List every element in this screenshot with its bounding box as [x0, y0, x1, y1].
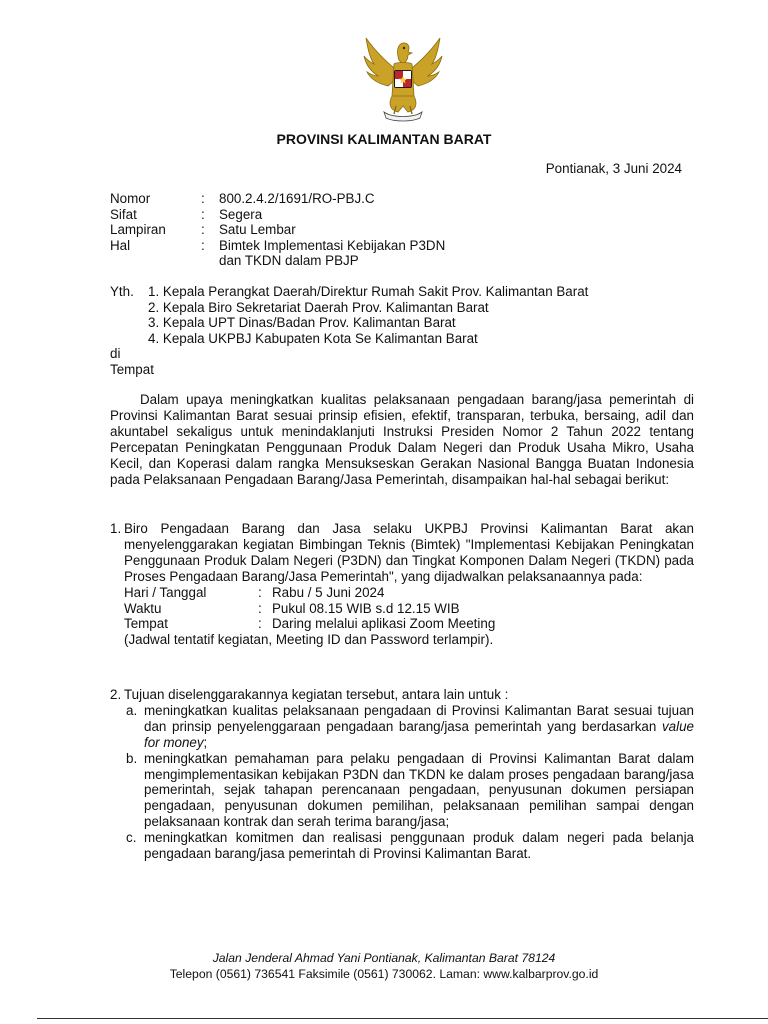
point-number: 1.	[110, 521, 122, 536]
recipient-item: 1. Kepala Perangkat Daerah/Direktur Rumah Sakit Prov. Kalimantan Barat	[148, 284, 589, 299]
schedule-row	[124, 585, 694, 601]
schedule-note: (Jadwal tentatif kegiatan, Meeting ID dan Password terlampir).	[124, 632, 494, 648]
point-1	[110, 521, 694, 648]
recipient-row	[110, 284, 588, 300]
meta-colon: :	[201, 206, 205, 222]
province-title: PROVINSI KALIMANTAN BARAT	[276, 131, 492, 147]
schedule-value: Rabu / 5 Juni 2024	[272, 584, 385, 600]
objective-tail: ;	[203, 734, 208, 750]
recipient-row	[110, 300, 588, 316]
bottom-rule	[37, 1018, 768, 1019]
schedule	[124, 585, 694, 633]
letter-meta	[110, 191, 519, 269]
recipients-label: Yth.	[110, 284, 134, 299]
recipient-di: di	[110, 346, 121, 361]
letter-date: Pontianak, 3 Juni 2024	[545, 161, 682, 176]
letter-footer	[0, 951, 768, 983]
schedule-value: Pukul 08.15 WIB s.d 12.15 WIB	[272, 600, 460, 616]
meta-row-hal	[110, 238, 519, 269]
meta-colon: :	[201, 191, 205, 206]
meta-label: Sifat	[110, 206, 137, 222]
point-2	[110, 687, 694, 862]
schedule-colon: :	[258, 616, 262, 632]
meta-value: Segera	[219, 206, 263, 222]
objective-text: meningkatkan komitmen dan realisasi penggunaan produk dalam negeri pada belanja pengadaan barang/jasa pemerintah di Provinsi Kalimantan Barat.	[144, 830, 694, 862]
meta-value: Bimtek Implementasi Kebijakan P3DN dan TKDN dalam PBJP	[219, 237, 446, 269]
recipients	[110, 284, 588, 347]
point-body	[124, 521, 694, 648]
intro-text: Dalam upaya meningkatkan kualitas pelaksanaan pengadaan barang/jasa pemerintah di Provinsi Kalimantan Barat sesuai prinsip efisien, efektif, transparan, terbuka, bersaing, adil dan akuntabel sekaligus untuk menindaklanjuti Instruksi Presiden Nomor 2 Tahun 2022 tentang Percepatan Peningkatan Penggunaan Produk Dalam Negeri dan Produk Usaha Mikro, Usaha Kecil, dan Koperasi dalam rangka Mensukseskan Gerakan Nasional Bangga Buatan Indonesia pada Pelaksanaan Pengadaan Barang/Jasa Pemerintah, disampaikan hal-hal sebagai berikut:	[110, 392, 694, 487]
meta-row-lampiran	[110, 222, 519, 238]
objective-item	[124, 703, 694, 751]
footer-contact: Telepon (0561) 736541 Faksimile (0561) 730062. Laman: www.kalbarprov.go.id	[169, 966, 599, 981]
meta-label: Hal	[110, 237, 131, 253]
footer-address: Jalan Jenderal Ahmad Yani Pontianak, Kalimantan Barat 78124	[212, 951, 556, 965]
objective-text: meningkatkan pemahaman para pelaku pengadaan di Provinsi Kalimantan Barat dalam mengimplementasikan kebijakan P3DN dan TKDN ke dalam proses pengadaan barang/jasa pemerintah, sejak tahapan perencanaan pengadaan, penyusunan dokumen persiapan pengadaan, penyusunan dokumen pemilihan, pelaksanaan pemilihan sampai dengan pelaksanaan kontrak dan serah terima barang/jasa;	[144, 750, 694, 830]
meta-colon: :	[201, 237, 205, 253]
meta-label: Lampiran	[110, 222, 166, 238]
schedule-label: Waktu	[124, 600, 162, 616]
schedule-colon: :	[258, 600, 262, 616]
recipient-spacer	[110, 315, 148, 331]
recipient-spacer	[110, 300, 148, 316]
objectives-list	[124, 703, 694, 862]
recipient-row	[110, 331, 588, 347]
objective-mark: b.	[126, 750, 138, 766]
meta-label: Nomor	[110, 191, 151, 206]
meta-row-nomor	[110, 191, 519, 207]
recipient-spacer	[110, 331, 148, 347]
schedule-row	[124, 616, 694, 632]
meta-colon: :	[201, 222, 205, 238]
garuda-emblem-icon	[358, 34, 448, 124]
objective-emphasis: value for money	[144, 718, 694, 750]
objective-item	[124, 751, 694, 831]
schedule-row	[124, 601, 694, 617]
objective-text: meningkatkan kualitas pelaksanaan pengadaan di Provinsi Kalimantan Barat sesuai tujuan dan prinsip penyelenggaraan pengadaan barang/jasa pemerintah yang berdasarkan	[144, 702, 694, 734]
point-text: Biro Pengadaan Barang dan Jasa selaku UKPBJ Provinsi Kalimantan Barat akan menyelenggarakan kegiatan Bimbingan Teknis (Bimtek) "Implementasi Kebijakan Peningkatan Penggunaan Produk Dalam Negeri (P3DN) dan Tingkat Komponen Dalam Negeri (TKDN) pada Proses Pengadaan Barang/Jasa Pemerintah", yang dijadwalkan pelaksanaannya pada:	[124, 521, 694, 584]
schedule-label: Tempat	[124, 616, 168, 632]
point-number: 2.	[110, 687, 122, 702]
objective-mark: c.	[126, 830, 137, 846]
point-text: Tujuan diselenggarakannya kegiatan tersebut, antara lain untuk :	[124, 687, 509, 702]
schedule-colon: :	[258, 584, 262, 600]
objective-item	[124, 830, 694, 862]
recipient-place: Tempat	[110, 361, 154, 377]
schedule-value: Daring melalui aplikasi Zoom Meeting	[272, 616, 496, 632]
recipient-item: 2. Kepala Biro Sekretariat Daerah Prov. Kalimantan Barat	[148, 299, 489, 315]
recipient-row	[110, 315, 588, 331]
point-body	[124, 687, 694, 862]
objective-mark: a.	[126, 702, 138, 718]
recipient-location	[110, 346, 154, 377]
meta-value: 800.2.4.2/1691/RO-PBJ.C	[219, 191, 375, 206]
intro-paragraph	[110, 392, 694, 487]
recipient-item: 3. Kepala UPT Dinas/Badan Prov. Kalimantan Barat	[148, 315, 456, 331]
schedule-label: Hari / Tanggal	[124, 584, 207, 600]
meta-value: Satu Lembar	[219, 222, 296, 238]
meta-row-sifat	[110, 207, 519, 223]
recipient-item: 4. Kepala UKPBJ Kabupaten Kota Se Kalimantan Barat	[148, 331, 478, 347]
